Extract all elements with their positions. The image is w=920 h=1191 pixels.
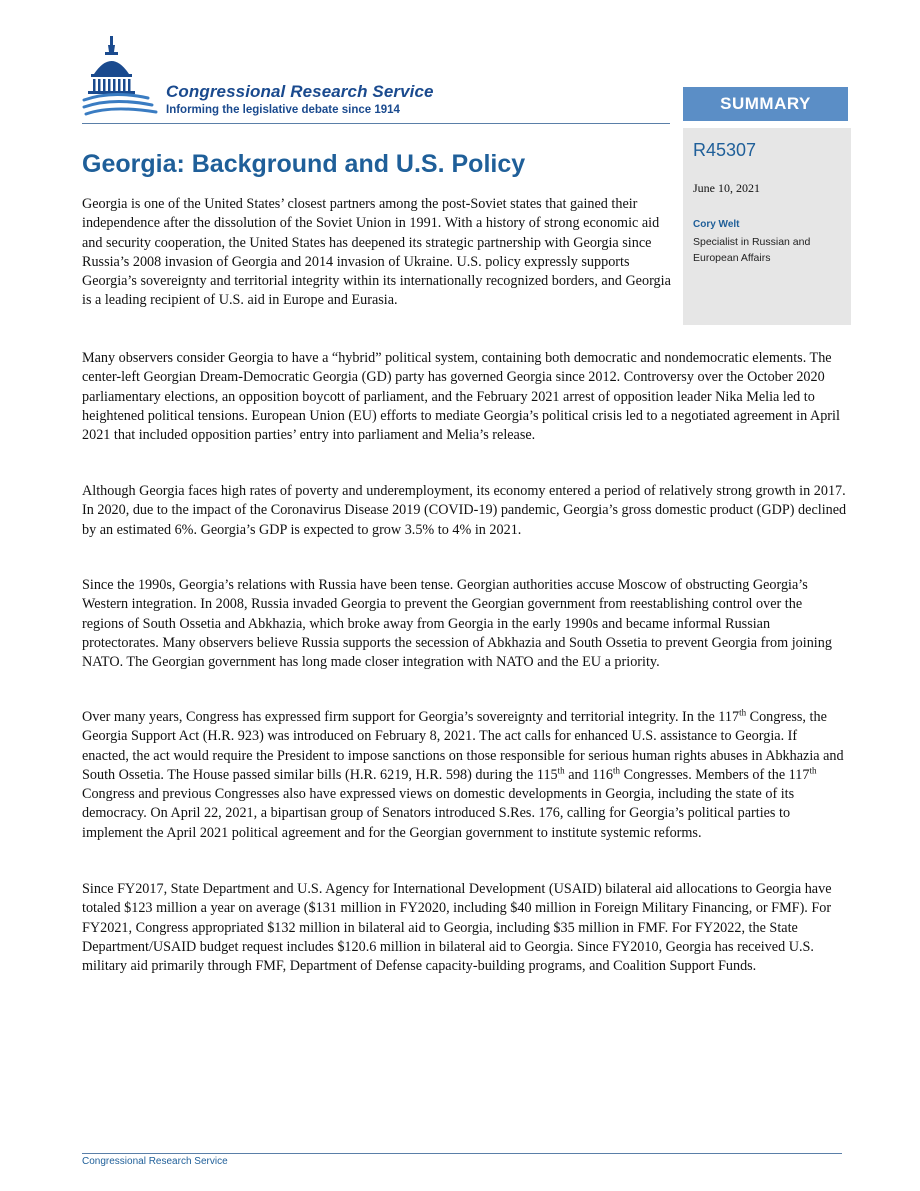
author-title: Specialist in Russian and European Affairs bbox=[693, 236, 811, 264]
ordinal-suffix: th bbox=[809, 765, 817, 776]
header-divider bbox=[82, 123, 670, 124]
summary-paragraph: Georgia is one of the United States’ closest partners among the post-Soviet states that gained their independence after the dissolution of the Soviet Union in 1991. With a history of strong economic aid and security cooperation, the United States has deepened its strategic partnership with Georgia since Russia’s 2008 invasion of Georgia and 2014 invasion of Ukraine. U.S. policy expressly supports Georgia’s sovereignty and territorial integrity within its internationally recognized borders, and Georgia is a leading recipient of U.S. aid in Europe and Eurasia. bbox=[82, 196, 671, 309]
footer-label: Congressional Research Service bbox=[82, 1156, 228, 1167]
summary-paragraph: Although Georgia faces high rates of poverty and underemployment, its economy entered a period of relatively strong growth in 2017. In 2020, due to the impact of the Coronavirus Disease 2019 (COVID-19) pandemic, Georgia’s gross domestic product (GDP) declined by an estimated 6%. Georgia’s GDP is expected to grow 3.5% to 4% in 2021. bbox=[82, 483, 847, 538]
report-date: June 10, 2021 bbox=[693, 181, 760, 195]
ordinal-suffix: th bbox=[613, 765, 621, 776]
ordinal-suffix: th bbox=[739, 707, 747, 718]
org-tagline: Informing the legislative debate since 1914 bbox=[166, 104, 400, 116]
summary-paragraph: Since the 1990s, Georgia’s relations with Russia have been tense. Georgian authorities accuse Moscow of obstructing Georgia’s Western integration. In 2008, Russia invaded Georgia to prevent the Georgian government from reestablishing control over the regions of South Ossetia and Abkhazia, which broke away from Georgia in the early 1990s and became informal Russian protectorates. Many observers believe Russia supports the secession of Abkhazia and South Ossetia to prevent Georgia from joining NATO. The Georgian government has long made closer integration with NATO and the EU a priority. bbox=[82, 577, 832, 671]
summary-paragraph: Many observers consider Georgia to have a “hybrid” political system, containing both democratic and nondemocratic elements. The center-left Georgian Dream-Democratic Georgia (GD) party has governed Georgia since 2012. Controversy over the October 2020 parliamentary elections, an opposition boycott of parliament, and the February 2021 arrest of opposition leader Nika Melia led to heightened political tensions. European Union (EU) efforts to mediate Georgia’s political crisis led to a negotiated agreement in April 2021 that included opposition parties’ entry into parliament and Melia’s release. bbox=[82, 350, 840, 444]
report-sidebar bbox=[683, 128, 851, 325]
text-segment: Congresses. Members of the 117 bbox=[620, 766, 810, 783]
text-segment: Congress and previous Congresses also have expressed views on domestic developments in Georgia, including the state of its democracy. On April 22, 2021, a bipartisan group of Senators introduced S.Res. 176, calling for Georgia’s political parties to implement the April 2021 political agreement and for the Georgian government to institute systemic reforms. bbox=[82, 786, 795, 841]
ordinal-suffix: th bbox=[557, 765, 565, 776]
text-segment: Congress, the Georgia Support Act (H.R. 923) was introduced on February 8, 2021. The act calls for enhanced U.S. assistance to Georgia. If enacted, the act would require the President to impose sanctions on those responsible for serious human rights abuses in Abkhazia and South Ossetia. The House passed similar bills (H.R. 6219, H.R. 598) during the 115 bbox=[82, 709, 844, 783]
author-name[interactable]: Cory Welt bbox=[693, 219, 740, 230]
text-segment: and 116 bbox=[564, 766, 614, 783]
footer-divider bbox=[82, 1153, 842, 1154]
summary-tab: SUMMARY bbox=[683, 87, 848, 121]
page-title: Georgia: Background and U.S. Policy bbox=[82, 150, 526, 178]
report-number: R45307 bbox=[693, 140, 757, 160]
summary-paragraph: Since FY2017, State Department and U.S. Agency for International Development (USAID) bilateral aid allocations to Georgia have totaled $123 million a year on average ($131 million in FY2020, including $40 million in Foreign Military Financing, or FMF). For FY2021, Congress appropriated $132 million in bilateral aid to Georgia, including $35 million in FMF. For FY2022, the State Department/USAID budget request includes $120.6 million in bilateral aid to Georgia. Since FY2010, Georgia has received U.S. military aid primarily through FMF, Department of Defense capacity-building programs, and Coalition Support Funds. bbox=[82, 881, 832, 975]
text-segment: Over many years, Congress has expressed firm support for Georgia’s sovereignty and territorial integrity. In the 117 bbox=[82, 709, 740, 725]
crs-logo[interactable] bbox=[82, 34, 482, 124]
capitol-dome-icon bbox=[82, 34, 162, 124]
org-name: Congressional Research Service bbox=[166, 82, 434, 101]
summary-paragraph bbox=[82, 708, 847, 843]
